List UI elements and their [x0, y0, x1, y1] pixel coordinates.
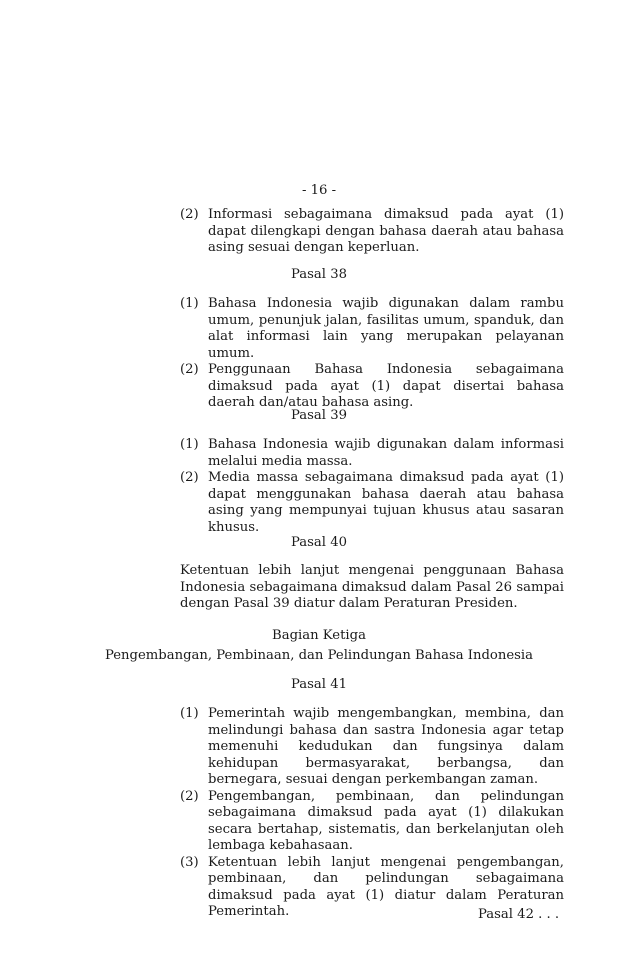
- item-number: (2): [180, 207, 199, 222]
- pasal-40-heading: Pasal 40: [291, 535, 347, 550]
- pasal-39-heading: Pasal 39: [291, 408, 347, 423]
- list-item: [180, 789, 564, 855]
- list-item: [180, 470, 564, 536]
- item-text: Ketentuan lebih lanjut mengenai pengembangan, pembinaan, dan pelindungan sebagaimana dimaksud pada ayat (1) diatur dalam Peraturan Pemerintah.: [208, 854, 564, 919]
- pasal-41-list: [180, 706, 564, 921]
- item-text: Bahasa Indonesia wajib digunakan dalam rambu umum, penunjuk jalan, fasilitas umum, spanduk, dan alat informasi lain yang merupakan pelayanan umum.: [208, 296, 564, 361]
- pasal-40-text: Ketentuan lebih lanjut mengenai penggunaan Bahasa Indonesia sebagaimana dimaksud dalam Pasal 26 sampai dengan Pasal 39 diatur dalam Peraturan Presiden.: [180, 563, 564, 611]
- list-item: [180, 296, 564, 362]
- item-number: (2): [180, 788, 199, 804]
- item-text: Bahasa Indonesia wajib digunakan dalam informasi melalui media massa.: [208, 437, 564, 469]
- item-number: (3): [180, 854, 199, 870]
- item-text: Pengembangan, pembinaan, dan pelindungan sebagaimana dimaksud pada ayat (1) dilakukan secara bertahap, sistematis, dan berkelanjutan oleh lembaga kebahasaan.: [208, 788, 564, 853]
- list-item: [180, 362, 564, 412]
- item-number: (1): [180, 437, 199, 452]
- item-text: Informasi sebagaimana dimaksud pada ayat (1) dapat dilengkapi dengan bahasa daerah atau bahasa asing sesuai dengan keperluan.: [208, 207, 564, 255]
- item-number: (1): [180, 296, 199, 311]
- section-heading: Bagian Ketiga: [272, 628, 366, 643]
- list-item: [180, 437, 564, 470]
- pasal-38-heading: Pasal 38: [291, 267, 347, 282]
- item-text: Media massa sebagaimana dimaksud pada ayat (1) dapat menggunakan bahasa daerah atau bahasa asing yang mempunyai tujuan khusus atau sasaran khusus.: [208, 470, 564, 535]
- section-subtitle: Pengembangan, Pembinaan, dan Pelindungan Bahasa Indonesia: [104, 648, 534, 663]
- item-text: Pemerintah wajib mengembangkan, membina, dan melindungi bahasa dan sastra Indonesia agar tetap memenuhi kedudukan dan fungsinya dalam kehidupan bermasyarakat, berbangsa, dan bernegara, sesuai dengan perkembangan zaman.: [208, 706, 564, 787]
- item-text: Penggunaan Bahasa Indonesia sebagaimana dimaksud pada ayat (1) dapat disertai bahasa daerah dan/atau bahasa asing.: [208, 362, 564, 410]
- list-item: [180, 207, 564, 257]
- pasal-38-list: [180, 296, 564, 412]
- pasal-41-heading: Pasal 41: [291, 677, 347, 692]
- next-page-footer: Pasal 42 . . .: [478, 907, 560, 922]
- item-number: (1): [180, 706, 199, 721]
- item-number: (2): [180, 470, 199, 485]
- continuation-list: [180, 207, 564, 257]
- page-number: - 16 -: [301, 183, 337, 198]
- pasal-39-list: [180, 437, 564, 536]
- list-item: [180, 706, 564, 789]
- item-number: (2): [180, 362, 199, 377]
